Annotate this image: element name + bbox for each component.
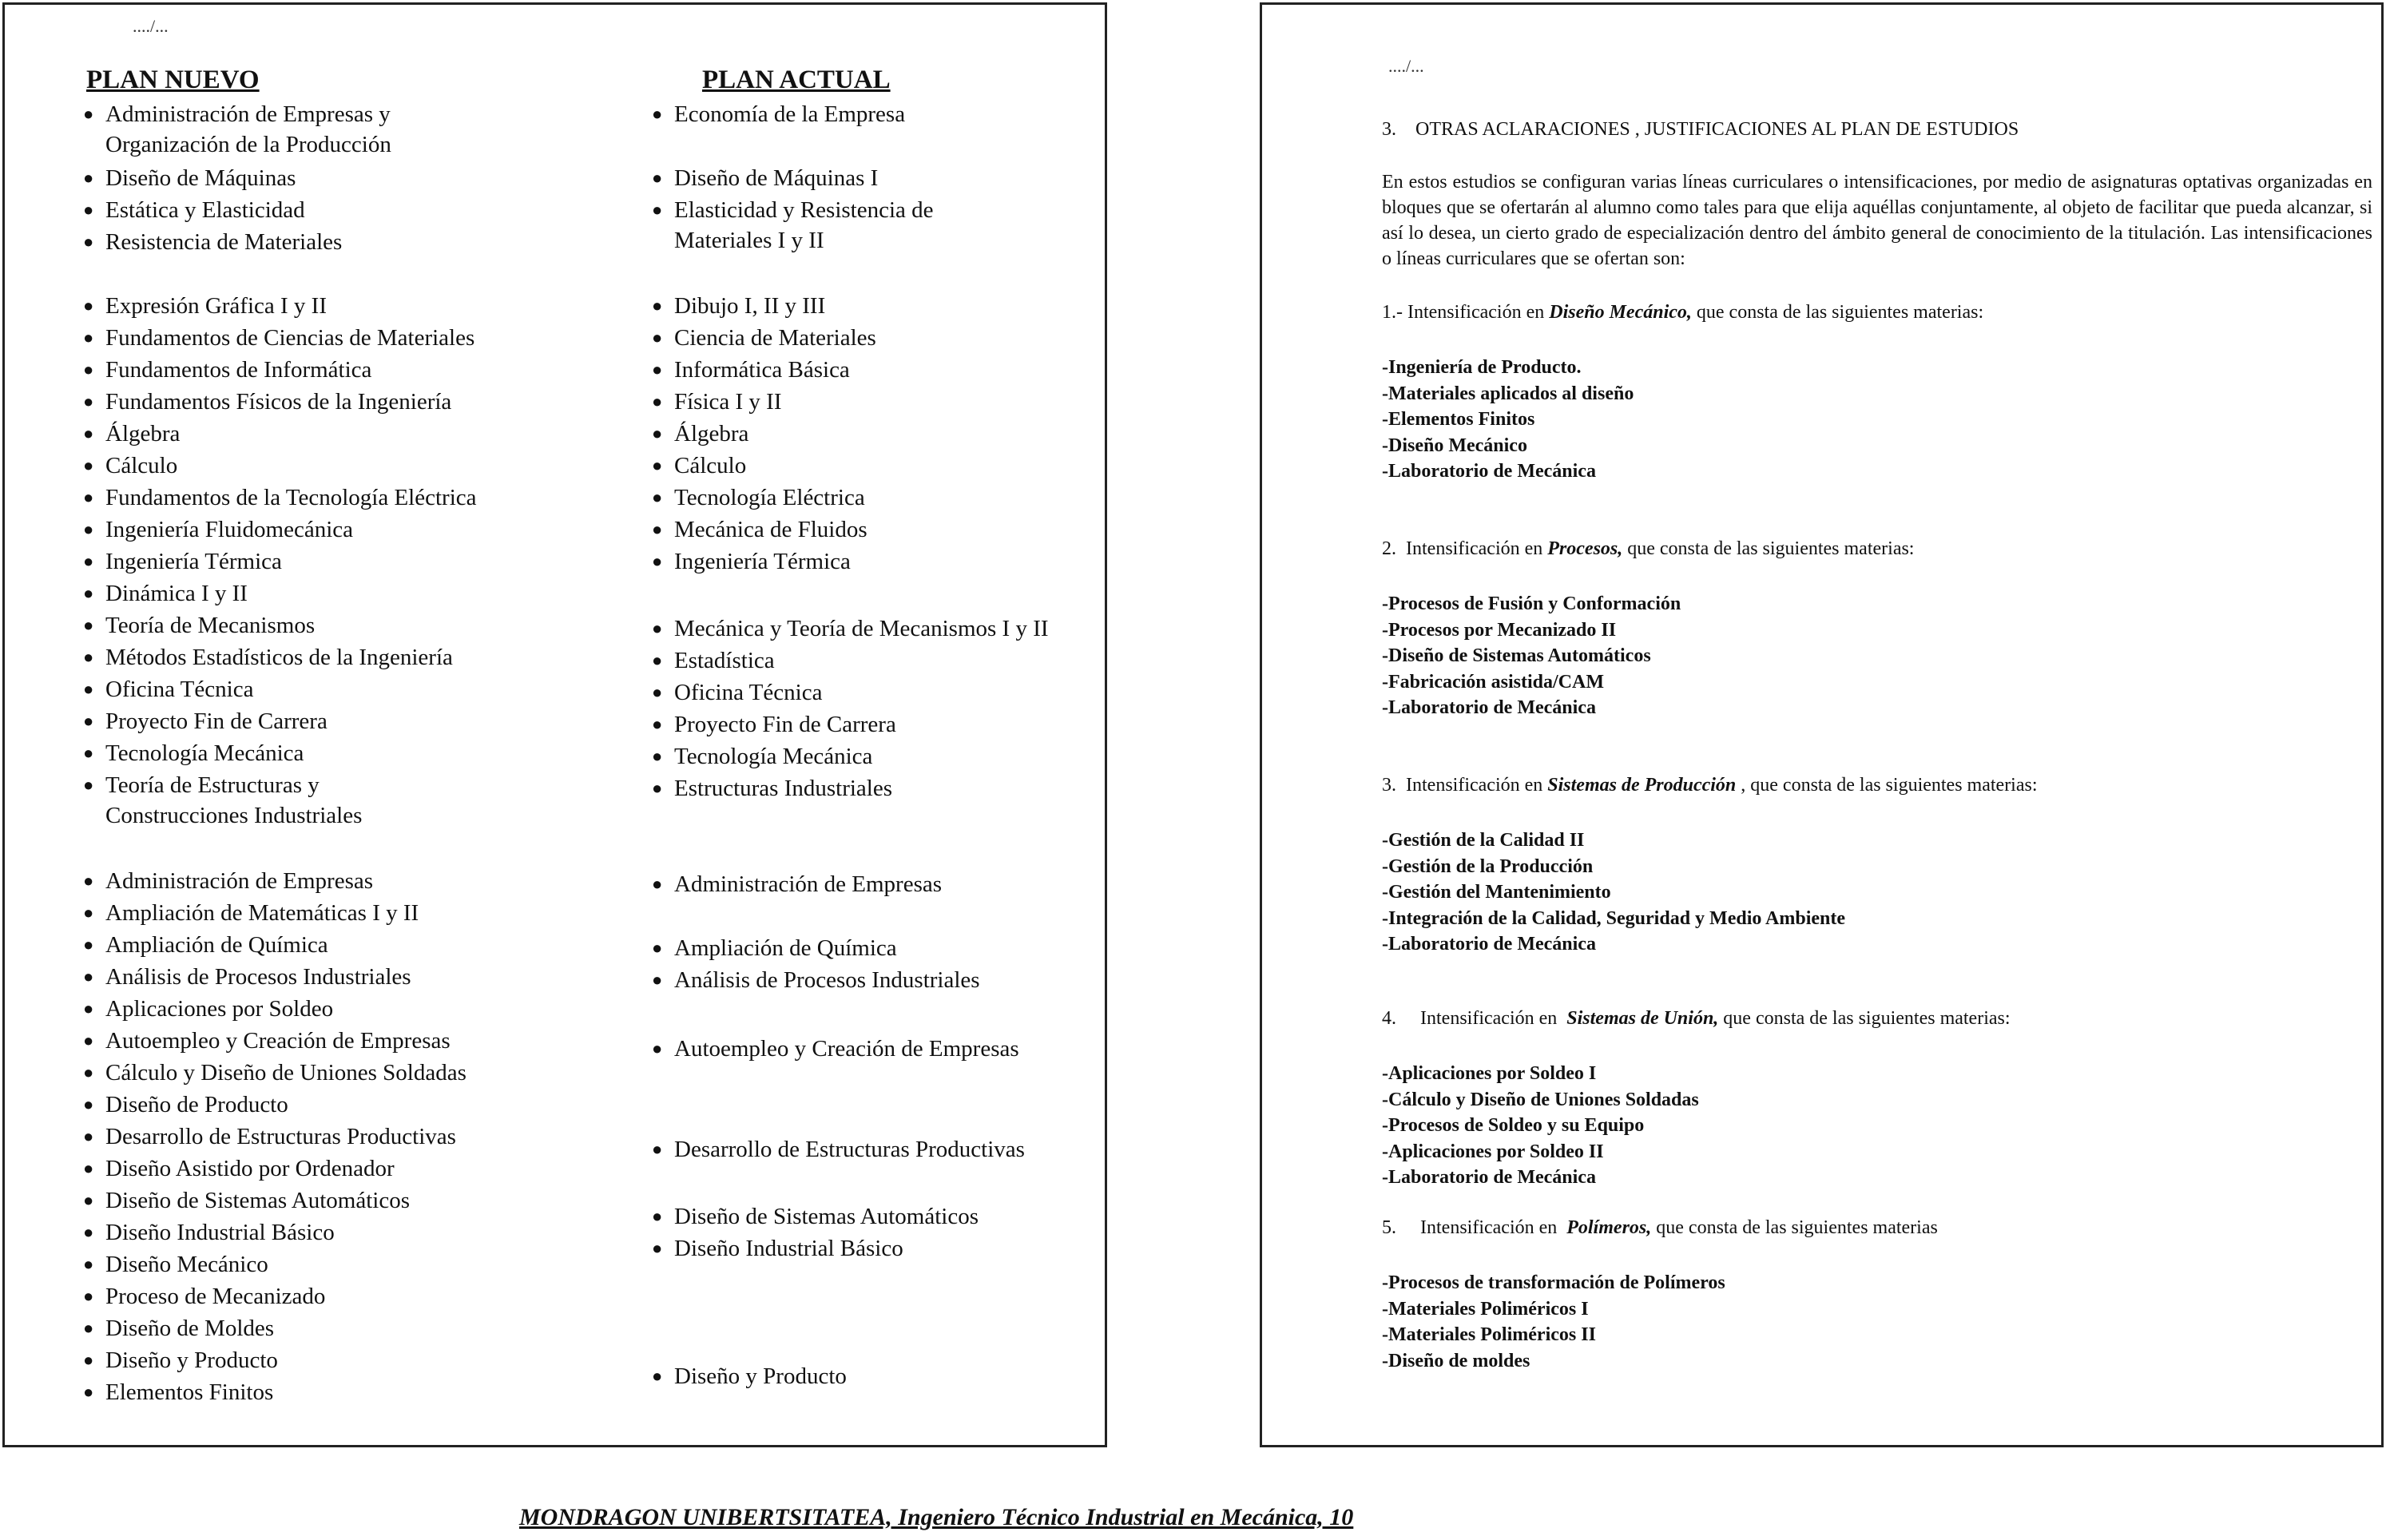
subject-name: Organización de la Producción: [105, 132, 391, 157]
materia-item: -Gestión de la Producción: [1382, 855, 1594, 877]
list-item: [83, 898, 419, 928]
subject-name: Administración de Empresas: [674, 871, 943, 897]
subject-name: Diseño Asistido por Ordenador: [105, 1156, 395, 1181]
bullet-icon: ●: [83, 935, 94, 955]
list-item: [652, 450, 747, 481]
list-item: [83, 866, 374, 896]
list-item: [652, 645, 775, 676]
subject-name: Física I y II: [674, 389, 782, 415]
plan-actual-heading: PLAN ACTUAL: [702, 65, 891, 94]
subject-name: Cálculo: [105, 453, 178, 478]
list-item: [83, 419, 181, 449]
list-item: [83, 706, 328, 736]
subject-name: Diseño Industrial Básico: [105, 1220, 335, 1245]
list-item: [83, 1377, 274, 1407]
subject-name: Tecnología Eléctrica: [674, 485, 865, 510]
list-item: [83, 578, 248, 609]
list-item: [83, 546, 282, 577]
materia-item: -Procesos de Fusión y Conformación: [1382, 593, 1681, 614]
intensification-heading: [1382, 1217, 1938, 1239]
list-item: [83, 1345, 278, 1375]
materia-item: -Diseño de Sistemas Automáticos: [1382, 645, 1651, 666]
subject-name: Ampliación de Matemáticas I y II: [105, 900, 419, 926]
intensification-prefix: 5. Intensificación en: [1382, 1217, 1567, 1238]
subject-name: Diseño de Máquinas: [105, 165, 296, 191]
list-item: [83, 291, 327, 321]
intensification-prefix: 1.- Intensificación en: [1382, 302, 1550, 323]
bullet-icon: ●: [652, 874, 663, 894]
list-item: [652, 869, 943, 899]
subject-name: Resistencia de Materiales: [105, 229, 343, 255]
intensification-prefix: 3. Intensificación en: [1382, 775, 1548, 796]
bullet-icon: ●: [83, 711, 94, 731]
list-item: [652, 1034, 1019, 1064]
subject-name: Ampliación de Química: [105, 932, 328, 958]
subject-name: Diseño y Producto: [105, 1348, 278, 1373]
subject-name: Ampliación de Química: [674, 935, 897, 961]
bullet-icon: ●: [83, 903, 94, 923]
subject-name: Ingeniería Fluidomecánica: [105, 517, 354, 542]
bullet-icon: ●: [652, 970, 663, 990]
left-page-panel: [2, 2, 1107, 1447]
subject-name: Métodos Estadísticos de la Ingeniería: [105, 645, 453, 670]
bullet-icon: ●: [83, 966, 94, 986]
intro-paragraph: En estos estudios se configuran varias líneas curriculares o intensificaciones, por medio de asignaturas optativas organizadas en bloques que se ofertarán al alumno como tales para que elija aquéllas conjuntamente, al objeto de facilitar que pueda alcanzar, si así lo desea, un cierto grado de especialización dentro del ámbito general de conocimiento de la titulación. Las intensificaciones o líneas curriculares que se ofertan son:: [1382, 172, 2372, 269]
subject-name: Fundamentos Físicos de la Ingeniería: [105, 389, 452, 415]
bullet-icon: ●: [652, 359, 663, 379]
subject-name: Diseño y Producto: [674, 1363, 847, 1389]
list-item: [652, 1361, 847, 1391]
list-item: [83, 227, 343, 257]
materia-item: -Aplicaciones por Soldeo II: [1382, 1141, 1604, 1162]
list-item: [652, 965, 980, 995]
subject-name: Estadística: [674, 648, 775, 673]
bullet-icon: ●: [652, 327, 663, 347]
intensification-title: Diseño Mecánico,: [1549, 302, 1692, 323]
bullet-icon: ●: [652, 168, 663, 188]
subject-name: Tecnología Mecánica: [105, 740, 304, 766]
subject-name: Diseño de Máquinas I: [674, 165, 879, 191]
subject-name: Diseño de Sistemas Automáticos: [105, 1188, 410, 1213]
list-item: [652, 933, 897, 963]
intensification-title: Sistemas de Producción: [1547, 775, 1737, 796]
list-item: [652, 163, 879, 193]
intensification-heading: [1382, 1008, 2011, 1030]
subject-name: Estructuras Industriales: [674, 776, 893, 801]
materia-item: -Procesos de Soldeo y su Equipo: [1382, 1115, 1645, 1136]
intensification-prefix: 4. Intensificación en: [1382, 1008, 1567, 1029]
materia-item: -Diseño Mecánico: [1382, 435, 1527, 456]
intensification-prefix: 2. Intensificación en: [1382, 538, 1548, 559]
bullet-icon: ●: [83, 1286, 94, 1306]
bullet-icon: ●: [652, 1038, 663, 1058]
list-item: [652, 1134, 1025, 1165]
materia-item: -Materiales aplicados al diseño: [1382, 383, 1634, 404]
materia-item: -Materiales Poliméricos I: [1382, 1298, 1589, 1320]
materia-item: -Fabricación asistida/CAM: [1382, 671, 1604, 693]
list-item: [652, 773, 893, 804]
bullet-icon: ●: [83, 1094, 94, 1114]
bullet-icon: ●: [83, 296, 94, 316]
materia-item: -Laboratorio de Mecánica: [1382, 461, 1596, 482]
subject-name: Administración de Empresas: [105, 868, 374, 894]
subject-name: Construcciones Industriales: [105, 803, 363, 828]
continuation-mark: ..../...: [1388, 56, 1424, 76]
materia-item: -Integración de la Calidad, Seguridad y Medio Ambiente: [1382, 907, 1846, 929]
materias-list: [1382, 1270, 1725, 1374]
list-item: [83, 1281, 326, 1312]
bullet-icon: ●: [83, 583, 94, 603]
materia-item: -Procesos de transformación de Polímeros: [1382, 1272, 1725, 1293]
materia-item: -Procesos por Mecanizado II: [1382, 619, 1617, 641]
list-item: [83, 1185, 410, 1216]
bullet-icon: ●: [652, 1139, 663, 1159]
materia-item: -Ingeniería de Producto.: [1382, 357, 1582, 378]
subject-name: Cálculo: [674, 453, 747, 478]
list-item: [83, 994, 334, 1024]
bullet-icon: ●: [652, 296, 663, 316]
bullet-icon: ●: [83, 487, 94, 507]
bullet-icon: ●: [652, 423, 663, 443]
materia-item: -Elementos Finitos: [1382, 409, 1535, 430]
list-item: [652, 546, 851, 577]
list-item: [652, 741, 873, 772]
materia-item: -Materiales Poliméricos II: [1382, 1324, 1596, 1345]
subject-name: Proyecto Fin de Carrera: [674, 712, 896, 737]
subject-name: Elasticidad y Resistencia de: [674, 197, 934, 223]
subject-name: Cálculo y Diseño de Uniones Soldadas: [105, 1060, 466, 1086]
materia-item: -Gestión de la Calidad II: [1382, 830, 1585, 851]
bullet-icon: ●: [83, 423, 94, 443]
list-item: [83, 610, 316, 641]
subject-name: Fundamentos de Informática: [105, 357, 372, 383]
bullet-icon: ●: [83, 998, 94, 1018]
list-item: [652, 1233, 903, 1264]
list-item: [83, 99, 391, 160]
bullet-icon: ●: [83, 647, 94, 667]
list-item: [83, 482, 477, 513]
bullet-icon: ●: [83, 679, 94, 699]
bullet-icon: ●: [652, 778, 663, 798]
bullet-icon: ●: [83, 615, 94, 635]
subject-name: Materiales I y II: [674, 228, 824, 253]
page-footer: MONDRAGON UNIBERTSITATEA, Ingeniero Técnico Industrial en Mecánica, 10: [519, 1504, 1354, 1530]
bullet-icon: ●: [652, 104, 663, 124]
materias-list: [1382, 355, 1634, 485]
list-item: [83, 738, 304, 768]
subject-name: Economía de la Empresa: [674, 101, 906, 127]
bullet-icon: ●: [652, 200, 663, 220]
intensification-heading: [1382, 538, 1914, 560]
subject-name: Autoempleo y Creación de Empresas: [105, 1028, 451, 1054]
bullet-icon: ●: [83, 1062, 94, 1082]
bullet-icon: ●: [83, 1318, 94, 1338]
intensification-suffix: que consta de las siguientes materias:: [1691, 302, 1984, 323]
subject-name: Diseño de Sistemas Automáticos: [674, 1204, 979, 1229]
list-item: [83, 1058, 466, 1088]
bullet-icon: ●: [652, 391, 663, 411]
section-heading: 3. OTRAS ACLARACIONES , JUSTIFICACIONES AL PLAN DE ESTUDIOS: [1382, 119, 2019, 140]
bullet-icon: ●: [652, 650, 663, 670]
subject-name: Administración de Empresas y: [105, 101, 391, 127]
subject-name: Teoría de Mecanismos: [105, 613, 316, 638]
list-item: [83, 323, 475, 353]
bullet-icon: ●: [83, 1126, 94, 1146]
bullet-icon: ●: [652, 618, 663, 638]
list-item: [83, 1153, 395, 1184]
subject-name: Teoría de Estructuras y: [105, 772, 320, 798]
list-item: [652, 514, 867, 545]
list-item: [652, 482, 865, 513]
subject-name: Aplicaciones por Soldeo: [105, 996, 334, 1022]
list-item: [83, 1121, 456, 1152]
subject-name: Desarrollo de Estructuras Productivas: [674, 1137, 1025, 1162]
subject-name: Oficina Técnica: [674, 680, 823, 705]
subject-name: Diseño de Moldes: [105, 1316, 275, 1341]
list-item: [652, 613, 1049, 644]
subject-name: Proyecto Fin de Carrera: [105, 708, 328, 734]
list-item: [83, 770, 363, 831]
bullet-icon: ●: [652, 519, 663, 539]
subject-name: Expresión Gráfica I y II: [105, 293, 327, 319]
intensification-title: Sistemas de Unión,: [1566, 1008, 1719, 1029]
list-item: [652, 195, 934, 256]
subject-name: Tecnología Mecánica: [674, 744, 873, 769]
materia-item: -Laboratorio de Mecánica: [1382, 1167, 1596, 1188]
bullet-icon: ●: [83, 168, 94, 188]
intensification-suffix: , que consta de las siguientes materias:: [1736, 775, 2038, 796]
list-item: [83, 1249, 268, 1280]
materias-list: [1382, 828, 1845, 958]
bullet-icon: ●: [83, 1350, 94, 1370]
subject-name: Fundamentos de la Tecnología Eléctrica: [105, 485, 477, 510]
bullet-icon: ●: [652, 551, 663, 571]
subject-name: Diseño de Producto: [105, 1092, 288, 1117]
list-item: [652, 1201, 979, 1232]
list-item: [652, 323, 876, 353]
list-item: [83, 195, 305, 225]
bullet-icon: ●: [83, 871, 94, 891]
bullet-icon: ●: [652, 1206, 663, 1226]
bullet-icon: ●: [83, 775, 94, 795]
list-item: [652, 291, 826, 321]
bullet-icon: ●: [652, 1238, 663, 1258]
bullet-icon: ●: [652, 1366, 663, 1386]
list-item: [652, 419, 749, 449]
subject-name: Análisis de Procesos Industriales: [674, 967, 980, 993]
materia-item: -Laboratorio de Mecánica: [1382, 697, 1596, 718]
bullet-icon: ●: [83, 232, 94, 252]
list-item: [83, 163, 296, 193]
materia-item: -Laboratorio de Mecánica: [1382, 934, 1596, 955]
subject-name: Mecánica y Teoría de Mecanismos I y II: [674, 616, 1049, 641]
list-item: [83, 450, 178, 481]
list-item: [83, 355, 372, 385]
subject-name: Álgebra: [674, 421, 749, 447]
list-item: [652, 99, 906, 129]
subject-name: Desarrollo de Estructuras Productivas: [105, 1124, 456, 1149]
list-item: [83, 1026, 451, 1056]
subject-name: Álgebra: [105, 421, 181, 447]
list-item: [83, 1217, 335, 1248]
list-item: [83, 930, 328, 960]
list-item: [83, 1090, 288, 1120]
right-page-panel: [1260, 2, 2384, 1447]
subject-name: Diseño Industrial Básico: [674, 1236, 903, 1261]
subject-name: Autoempleo y Creación de Empresas: [674, 1036, 1019, 1062]
bullet-icon: ●: [652, 487, 663, 507]
subject-name: Fundamentos de Ciencias de Materiales: [105, 325, 475, 351]
list-item: [83, 1313, 275, 1344]
intensification-heading: [1382, 775, 2038, 796]
subject-name: Informática Básica: [674, 357, 850, 383]
list-item: [652, 355, 850, 385]
subject-name: Estática y Elasticidad: [105, 197, 305, 223]
intensification-suffix: que consta de las siguientes materias:: [1718, 1008, 2011, 1029]
bullet-icon: ●: [83, 743, 94, 763]
bullet-icon: ●: [83, 1254, 94, 1274]
bullet-icon: ●: [83, 359, 94, 379]
subject-name: Proceso de Mecanizado: [105, 1284, 326, 1309]
subject-name: Elementos Finitos: [105, 1379, 274, 1405]
list-item: [652, 709, 896, 740]
list-item: [83, 387, 452, 417]
bullet-icon: ●: [652, 455, 663, 475]
intensification-title: Polímeros,: [1566, 1217, 1652, 1238]
subject-name: Ciencia de Materiales: [674, 325, 876, 351]
bullet-icon: ●: [83, 455, 94, 475]
materia-item: -Aplicaciones por Soldeo I: [1382, 1063, 1597, 1084]
list-item: [83, 642, 453, 673]
bullet-icon: ●: [83, 1382, 94, 1402]
bullet-icon: ●: [83, 551, 94, 571]
bullet-icon: ●: [83, 327, 94, 347]
intensification-suffix: que consta de las siguientes materias: [1651, 1217, 1938, 1238]
subject-name: Dinámica I y II: [105, 581, 248, 606]
list-item: [652, 677, 823, 708]
materia-item: -Cálculo y Diseño de Uniones Soldadas: [1382, 1089, 1699, 1110]
bullet-icon: ●: [652, 682, 663, 702]
bullet-icon: ●: [83, 1222, 94, 1242]
intensification-title: Procesos,: [1547, 538, 1623, 559]
subject-name: Oficina Técnica: [105, 677, 254, 702]
list-item: [83, 674, 254, 705]
materia-item: -Diseño de moldes: [1382, 1350, 1530, 1371]
subject-name: Mecánica de Fluidos: [674, 517, 867, 542]
list-item: [83, 514, 354, 545]
materia-item: -Gestión del Mantenimiento: [1382, 882, 1611, 903]
intensification-suffix: que consta de las siguientes materias:: [1622, 538, 1915, 559]
bullet-icon: ●: [652, 938, 663, 958]
bullet-icon: ●: [83, 519, 94, 539]
subject-name: Dibujo I, II y III: [674, 293, 826, 319]
materias-list: [1382, 1061, 1699, 1191]
bullet-icon: ●: [83, 1158, 94, 1178]
intensification-heading: [1382, 302, 1983, 323]
list-item: [652, 387, 782, 417]
bullet-icon: ●: [652, 746, 663, 766]
continuation-mark: ..../...: [133, 16, 169, 36]
bullet-icon: ●: [83, 200, 94, 220]
bullet-icon: ●: [83, 1030, 94, 1050]
subject-name: Ingeniería Térmica: [674, 549, 851, 574]
subject-name: Ingeniería Térmica: [105, 549, 282, 574]
subject-name: Análisis de Procesos Industriales: [105, 964, 411, 990]
materias-list: [1382, 591, 1681, 721]
subject-name: Diseño Mecánico: [105, 1252, 268, 1277]
bullet-icon: ●: [83, 104, 94, 124]
bullet-icon: ●: [83, 391, 94, 411]
list-item: [83, 962, 411, 992]
bullet-icon: ●: [83, 1190, 94, 1210]
bullet-icon: ●: [652, 714, 663, 734]
plan-nuevo-heading: PLAN NUEVO: [86, 65, 260, 94]
